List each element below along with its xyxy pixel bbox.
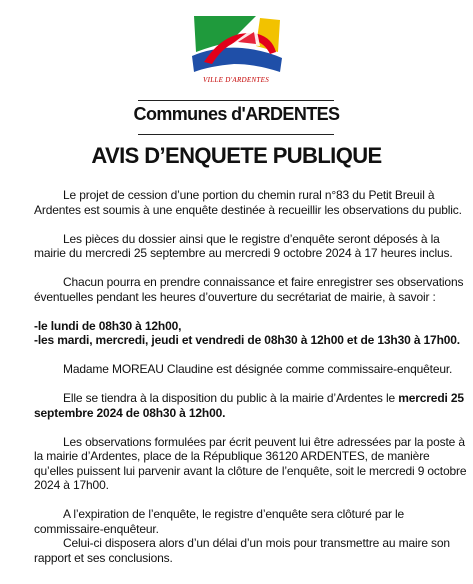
paragraph-project: Le projet de cession d’une portion du chemin rural n°83 du Petit Breuil à Ardentes est soumis à une enquête destinée à recueillir les observations du public.	[34, 188, 462, 217]
paragraph-closure: A l’expiration de l’enquête, le registre d’enquête sera clôturé par le commissaire-enquêteur.	[34, 507, 405, 536]
permanence-lead: Elle se tiendra à la disposition du public à la mairie d’Ardentes le	[63, 391, 399, 405]
permanence-date: mercredi 25 septembre 2024 de 08h30 à 12h00.	[34, 391, 464, 420]
hours-monday: -le lundi de 08h30 à 12h00,	[34, 318, 182, 333]
bottom-divider	[138, 134, 334, 135]
paragraph-commissioner: Madame MOREAU Claudine est désignée comme commissaire-enquêteur.	[63, 362, 453, 376]
page-title: AVIS D’ENQUETE PUBLIQUE	[91, 143, 382, 168]
commune-heading: Communes d'ARDENTES	[133, 104, 340, 124]
paragraph-documents: Les pièces du dossier ainsi que le registre d’enquête seront déposés à la mairie du mercredi 25 septembre au mercredi 9 octobre 2024 à 17 heures inclus.	[34, 231, 453, 260]
ardentes-emblem-icon	[186, 12, 286, 78]
paragraph-permanence	[34, 391, 471, 420]
opening-hours	[34, 319, 471, 348]
town-logo	[186, 12, 286, 90]
paragraph-written-observations: Les observations formulées par écrit peuvent lui être adressées par la poste à la mairie d’Ardentes, place de la République 36120 ARDENTES, de manière qu’elles puissent lui parvenir avant la clôture de l’enquête, soit le mercredi 9 octobre 2024 à 17h00.	[34, 434, 467, 492]
paragraph-report: Celui-ci disposera alors d’un délai d’un mois pour transmettre au maire son rapport et ses conclusions.	[34, 536, 450, 565]
hours-weekdays: -les mardi, mercredi, jeudi et vendredi de 08h30 à 12h00 et de 13h30 à 17h00.	[34, 333, 460, 347]
paragraph-consultation: Chacun pourra en prendre connaissance et faire enregistrer ses observations éventuelles pendant les heures d’ouverture du secrétariat de mairie, à savoir :	[34, 275, 464, 304]
logo-caption: VILLE D'ARDENTES	[203, 76, 269, 84]
notice-body	[34, 188, 471, 565]
top-divider	[138, 100, 334, 101]
